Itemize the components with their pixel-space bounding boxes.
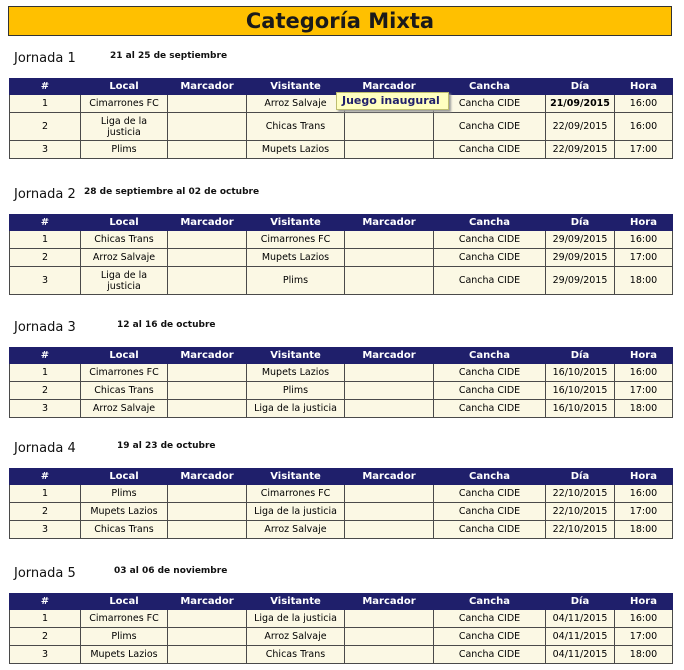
column-header: Local <box>81 79 168 95</box>
field-cell[interactable]: Cancha CIDE <box>434 231 546 249</box>
local-score-cell[interactable] <box>168 382 247 400</box>
date-cell[interactable]: 22/09/2015 <box>546 141 615 159</box>
date-cell[interactable]: 29/09/2015 <box>546 231 615 249</box>
date-cell[interactable]: 16/10/2015 <box>546 400 615 418</box>
field-cell[interactable]: Cancha CIDE <box>434 249 546 267</box>
local-team-cell[interactable]: Mupets Lazios <box>81 646 168 664</box>
visitor-team-cell[interactable]: Arroz Salvaje <box>247 628 345 646</box>
column-header: Marcador <box>168 215 247 231</box>
column-header: Día <box>546 594 615 610</box>
local-team-cell[interactable]: Cimarrones FC <box>81 95 168 113</box>
match-number-cell[interactable]: 2 <box>10 628 81 646</box>
table-row <box>10 249 673 267</box>
field-cell[interactable]: Cancha CIDE <box>434 113 546 141</box>
field-cell[interactable]: Cancha CIDE <box>434 382 546 400</box>
date-cell[interactable]: 16/10/2015 <box>546 382 615 400</box>
column-header: Cancha <box>434 348 546 364</box>
time-cell[interactable]: 16:00 <box>615 231 673 249</box>
field-cell[interactable]: Cancha CIDE <box>434 141 546 159</box>
column-header: Hora <box>615 79 673 95</box>
field-cell[interactable]: Cancha CIDE <box>434 400 546 418</box>
match-number-cell[interactable]: 1 <box>10 485 81 503</box>
visitor-team-cell[interactable]: Cimarrones FC <box>247 231 345 249</box>
visitor-team-cell[interactable]: Mupets Lazios <box>247 249 345 267</box>
match-number-cell[interactable]: 3 <box>10 400 81 418</box>
date-cell[interactable]: 29/09/2015 <box>546 249 615 267</box>
column-header: Día <box>546 469 615 485</box>
table-row <box>10 503 673 521</box>
jornada-label: Jornada 2 <box>14 187 76 202</box>
local-team-cell[interactable]: Cimarrones FC <box>81 610 168 628</box>
table-row <box>10 521 673 539</box>
field-cell[interactable]: Cancha CIDE <box>434 646 546 664</box>
visitor-score-cell[interactable] <box>345 267 434 295</box>
table-row <box>10 382 673 400</box>
column-header: Marcador <box>345 79 434 95</box>
match-number-cell[interactable]: 2 <box>10 503 81 521</box>
visitor-score-cell[interactable] <box>345 113 434 141</box>
jornada-table <box>9 78 673 159</box>
visitor-score-cell[interactable] <box>345 249 434 267</box>
column-header: Día <box>546 348 615 364</box>
local-score-cell[interactable] <box>168 364 247 382</box>
time-cell[interactable]: 17:00 <box>615 382 673 400</box>
local-team-cell[interactable]: Liga de la justicia <box>81 113 168 141</box>
field-cell[interactable]: Cancha CIDE <box>434 364 546 382</box>
visitor-score-cell[interactable] <box>345 610 434 628</box>
jornada-label: Jornada 4 <box>14 441 76 456</box>
time-cell[interactable]: 17:00 <box>615 628 673 646</box>
match-number-cell[interactable]: 2 <box>10 249 81 267</box>
column-header: Hora <box>615 215 673 231</box>
table-row <box>10 141 673 159</box>
visitor-score-cell[interactable] <box>345 400 434 418</box>
jornada-table <box>9 593 673 664</box>
column-header: Marcador <box>168 79 247 95</box>
date-cell[interactable]: 04/11/2015 <box>546 646 615 664</box>
time-cell[interactable]: 17:00 <box>615 141 673 159</box>
column-header: Cancha <box>434 594 546 610</box>
jornada-dates: 28 de septiembre al 02 de octubre <box>84 187 260 197</box>
local-team-cell[interactable]: Plims <box>81 485 168 503</box>
field-cell[interactable]: Cancha CIDE <box>434 503 546 521</box>
time-cell[interactable]: 16:00 <box>615 95 673 113</box>
column-header: Local <box>81 348 168 364</box>
date-cell[interactable]: 16/10/2015 <box>546 364 615 382</box>
local-score-cell[interactable] <box>168 95 247 113</box>
time-cell[interactable]: 18:00 <box>615 646 673 664</box>
column-header: Marcador <box>345 348 434 364</box>
local-score-cell[interactable] <box>168 267 247 295</box>
jornada-dates: 21 al 25 de septiembre <box>110 51 228 61</box>
local-team-cell[interactable]: Cimarrones FC <box>81 364 168 382</box>
visitor-score-cell[interactable] <box>345 382 434 400</box>
match-number-cell[interactable]: 1 <box>10 610 81 628</box>
visitor-team-cell[interactable]: Liga de la justicia <box>247 503 345 521</box>
visitor-team-cell[interactable]: Liga de la justicia <box>247 400 345 418</box>
local-team-cell[interactable]: Plims <box>81 141 168 159</box>
column-header: # <box>10 348 81 364</box>
field-cell[interactable]: Cancha CIDE <box>434 628 546 646</box>
column-header: Cancha <box>434 469 546 485</box>
match-number-cell[interactable]: 3 <box>10 141 81 159</box>
field-cell[interactable]: Cancha CIDE <box>434 521 546 539</box>
match-number-cell[interactable]: 2 <box>10 113 81 141</box>
jornada-label: Jornada 5 <box>14 566 76 581</box>
jornada-dates: 03 al 06 de noviembre <box>114 566 228 576</box>
date-cell[interactable]: 22/10/2015 <box>546 485 615 503</box>
local-team-cell[interactable]: Liga de la justicia <box>81 267 168 295</box>
match-number-cell[interactable]: 1 <box>10 364 81 382</box>
field-cell[interactable]: Cancha CIDE <box>434 267 546 295</box>
table-row <box>10 113 673 141</box>
column-header: Día <box>546 215 615 231</box>
time-cell[interactable]: 18:00 <box>615 400 673 418</box>
page-title: Categoría Mixta <box>8 6 672 36</box>
local-score-cell[interactable] <box>168 113 247 141</box>
jornada-label: Jornada 1 <box>14 51 76 66</box>
local-team-cell[interactable]: Chicas Trans <box>81 382 168 400</box>
time-cell[interactable]: 16:00 <box>615 485 673 503</box>
column-header: Visitante <box>247 215 345 231</box>
column-header: Local <box>81 215 168 231</box>
column-header: Marcador <box>168 594 247 610</box>
local-score-cell[interactable] <box>168 249 247 267</box>
column-header: Visitante <box>247 469 345 485</box>
table-row <box>10 628 673 646</box>
local-team-cell[interactable]: Chicas Trans <box>81 231 168 249</box>
match-number-cell[interactable]: 3 <box>10 646 81 664</box>
cell-comment-tooltip: Juego inaugural <box>336 92 449 110</box>
column-header: # <box>10 215 81 231</box>
match-number-cell[interactable]: 2 <box>10 382 81 400</box>
local-score-cell[interactable] <box>168 503 247 521</box>
jornada-table <box>9 214 673 295</box>
local-score-cell[interactable] <box>168 485 247 503</box>
local-score-cell[interactable] <box>168 521 247 539</box>
local-team-cell[interactable]: Mupets Lazios <box>81 503 168 521</box>
visitor-team-cell[interactable]: Mupets Lazios <box>247 141 345 159</box>
visitor-score-cell[interactable] <box>345 485 434 503</box>
time-cell[interactable]: 16:00 <box>615 113 673 141</box>
local-score-cell[interactable] <box>168 628 247 646</box>
table-row <box>10 400 673 418</box>
visitor-team-cell[interactable]: Mupets Lazios <box>247 364 345 382</box>
visitor-team-cell[interactable]: Arroz Salvaje <box>247 95 345 113</box>
column-header: Cancha <box>434 79 546 95</box>
local-team-cell[interactable]: Plims <box>81 628 168 646</box>
column-header: Día <box>546 79 615 95</box>
table-row <box>10 646 673 664</box>
column-header: Visitante <box>247 594 345 610</box>
time-cell[interactable]: 17:00 <box>615 249 673 267</box>
jornada-dates: 12 al 16 de octubre <box>117 320 216 330</box>
local-score-cell[interactable] <box>168 141 247 159</box>
visitor-score-cell[interactable] <box>345 646 434 664</box>
table-row <box>10 231 673 249</box>
column-header: Marcador <box>345 215 434 231</box>
visitor-team-cell[interactable]: Chicas Trans <box>247 113 345 141</box>
match-number-cell[interactable]: 3 <box>10 267 81 295</box>
column-header: Marcador <box>345 594 434 610</box>
local-score-cell[interactable] <box>168 610 247 628</box>
date-cell[interactable]: 04/11/2015 <box>546 610 615 628</box>
column-header: Local <box>81 469 168 485</box>
jornada-label: Jornada 3 <box>14 320 76 335</box>
column-header: Visitante <box>247 79 345 95</box>
local-team-cell[interactable]: Arroz Salvaje <box>81 249 168 267</box>
date-cell[interactable]: 29/09/2015 <box>546 267 615 295</box>
table-row <box>10 364 673 382</box>
visitor-score-cell[interactable] <box>345 503 434 521</box>
jornada-table <box>9 347 673 418</box>
match-number-cell[interactable]: 1 <box>10 231 81 249</box>
column-header: Marcador <box>168 469 247 485</box>
match-number-cell[interactable]: 3 <box>10 521 81 539</box>
visitor-score-cell[interactable] <box>345 231 434 249</box>
date-cell[interactable]: 22/10/2015 <box>546 521 615 539</box>
time-cell[interactable]: 18:00 <box>615 521 673 539</box>
date-cell[interactable]: 22/10/2015 <box>546 503 615 521</box>
visitor-score-cell[interactable] <box>345 628 434 646</box>
jornada-dates: 19 al 23 de octubre <box>117 441 216 451</box>
local-team-cell[interactable]: Chicas Trans <box>81 521 168 539</box>
visitor-team-cell[interactable]: Cimarrones FC <box>247 485 345 503</box>
table-row <box>10 610 673 628</box>
time-cell[interactable]: 18:00 <box>615 267 673 295</box>
local-score-cell[interactable] <box>168 646 247 664</box>
visitor-score-cell[interactable] <box>345 364 434 382</box>
column-header: # <box>10 469 81 485</box>
visitor-team-cell[interactable]: Plims <box>247 267 345 295</box>
local-score-cell[interactable] <box>168 400 247 418</box>
visitor-team-cell[interactable]: Chicas Trans <box>247 646 345 664</box>
match-number-cell[interactable]: 1 <box>10 95 81 113</box>
visitor-score-cell[interactable] <box>345 141 434 159</box>
date-cell[interactable]: 21/09/2015 <box>546 95 615 113</box>
local-score-cell[interactable] <box>168 231 247 249</box>
column-header: Marcador <box>345 469 434 485</box>
time-cell[interactable]: 16:00 <box>615 364 673 382</box>
column-header: # <box>10 79 81 95</box>
column-header: Marcador <box>168 348 247 364</box>
time-cell[interactable]: 17:00 <box>615 503 673 521</box>
visitor-team-cell[interactable]: Arroz Salvaje <box>247 521 345 539</box>
local-team-cell[interactable]: Arroz Salvaje <box>81 400 168 418</box>
visitor-score-cell[interactable] <box>345 521 434 539</box>
field-cell[interactable]: Cancha CIDE <box>434 485 546 503</box>
field-cell[interactable]: Cancha CIDE <box>434 610 546 628</box>
date-cell[interactable]: 04/11/2015 <box>546 628 615 646</box>
column-header: Cancha <box>434 215 546 231</box>
column-header: # <box>10 594 81 610</box>
column-header: Hora <box>615 469 673 485</box>
visitor-team-cell[interactable]: Plims <box>247 382 345 400</box>
column-header: Hora <box>615 594 673 610</box>
visitor-team-cell[interactable]: Liga de la justicia <box>247 610 345 628</box>
table-row <box>10 485 673 503</box>
jornada-table <box>9 468 673 539</box>
time-cell[interactable]: 16:00 <box>615 610 673 628</box>
column-header: Visitante <box>247 348 345 364</box>
column-header: Hora <box>615 348 673 364</box>
table-row <box>10 267 673 295</box>
field-cell[interactable]: Cancha CIDE <box>434 95 546 113</box>
date-cell[interactable]: 22/09/2015 <box>546 113 615 141</box>
column-header: Local <box>81 594 168 610</box>
